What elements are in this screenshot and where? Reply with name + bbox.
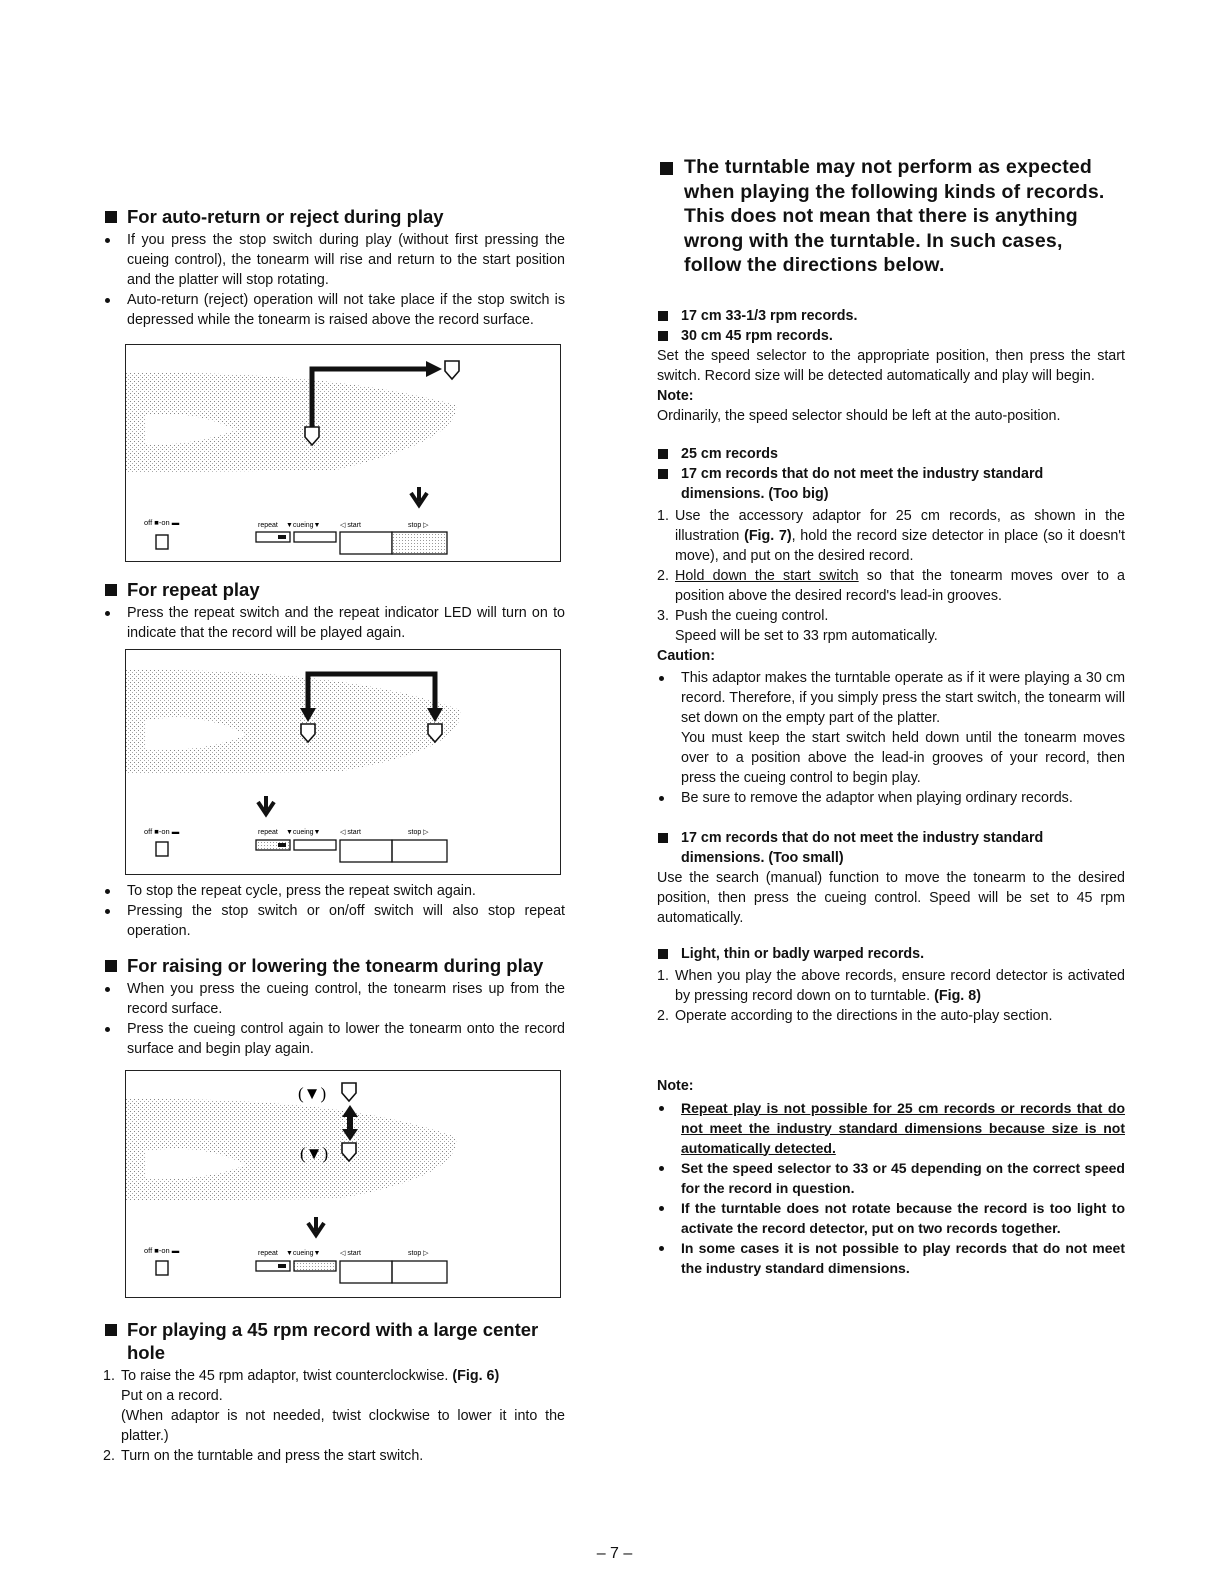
cue-symbol-down: (▼)	[300, 1144, 329, 1163]
cueing-label: ▼cueing▼	[286, 522, 321, 529]
adaptor-steps	[657, 506, 1125, 646]
list-item: 1. Use the accessory adaptor for 25 cm records, as shown in the illustration (Fig. 7), hold the record size detector in place (so it doesn't move), and put on the desired record.	[657, 507, 1125, 564]
bullet-icon	[659, 796, 664, 801]
list-item: 3. Push the cueing control.	[657, 607, 829, 624]
svg-text:◁ start: ◁ start	[340, 829, 361, 836]
list-item: Set the speed selector to 33 or 45 depending on the correct speed for the record in question.	[657, 1158, 1125, 1198]
bullet-icon	[659, 1206, 664, 1211]
right-column	[657, 155, 1125, 1278]
figure-raising	[125, 1070, 561, 1298]
warped-steps	[657, 966, 1125, 1026]
bullet-icon	[105, 1027, 110, 1032]
note-label: Note:	[657, 1077, 694, 1094]
auto-return-list	[103, 230, 565, 330]
list-item: To stop the repeat cycle, press the repeat switch again.	[103, 881, 565, 901]
svg-text:off ■-on ▬: off ■-on ▬	[144, 827, 180, 836]
heading-raising: For raising or lowering the tonearm during play	[103, 954, 565, 977]
power-switch	[156, 535, 168, 549]
bullet-icon	[659, 1106, 664, 1111]
square-bullet-icon	[658, 311, 668, 321]
svg-text:stop ▷: stop ▷	[408, 1250, 429, 1257]
list-item: In some cases it is not possible to play records that do not meet the industry standard dimensions.	[657, 1238, 1125, 1278]
square-bullet-icon	[105, 960, 117, 972]
square-bullet-icon	[105, 1324, 117, 1336]
square-bullet-icon	[658, 949, 668, 959]
svg-text:▼cueing▼: ▼cueing▼	[286, 1250, 321, 1257]
heading-repeat: For repeat play	[103, 578, 565, 601]
heading-large-hole: For playing a 45 rpm record with a large center hole	[103, 1318, 565, 1364]
repeat-list	[103, 603, 565, 643]
list-item: 2. Turn on the turntable and press the start switch.	[103, 1448, 424, 1464]
stop-label: stop ▷	[408, 522, 429, 529]
list-item: Press the repeat switch and the repeat indicator LED will turn on to indicate that the record will be played again.	[103, 603, 565, 643]
square-bullet-icon	[105, 211, 117, 223]
list-item: Press the cueing control again to lower the tonearm onto the record surface and begin play again.	[103, 1019, 565, 1059]
subheading: 17 cm records that do not meet the industry standard dimensions. (Too small)	[657, 828, 1125, 868]
list-item: (When adaptor is not needed, twist clockwise to lower it into the platter.)	[121, 1408, 565, 1444]
svg-text:off ■-on ▬: off ■-on ▬	[144, 1246, 180, 1255]
list-item: This adaptor makes the turntable operate as if it were playing a 30 cm record. Therefore, if you simply press the start switch, the tonearm will set down on the empty part of the platter.	[657, 668, 1125, 728]
square-bullet-icon	[660, 162, 673, 175]
repeat-label: repeat	[258, 522, 278, 529]
subheading: 30 cm 45 rpm records.	[657, 326, 1125, 346]
heading-auto-return: For auto-return or reject during play	[103, 205, 565, 228]
large-hole-steps	[103, 1366, 565, 1466]
start-label: ◁ start	[340, 522, 361, 529]
figure-auto-return	[125, 344, 561, 562]
section-too-small	[657, 828, 1125, 928]
raising-list	[103, 979, 565, 1059]
square-bullet-icon	[658, 469, 668, 479]
list-item: If the turntable does not rotate because the record is too light to activate the record detector, put on two records together.	[657, 1198, 1125, 1238]
list-item: Repeat play is not possible for 25 cm records or records that do not meet the industry standard dimensions because size is not automatically detected.	[657, 1098, 1125, 1158]
list-item: 2. Hold down the start switch so that the tonearm moves over to a position above the desired record's lead-in grooves.	[657, 567, 1126, 604]
subheading: 25 cm records	[657, 444, 1125, 464]
square-bullet-icon	[105, 584, 117, 596]
bullet-icon	[105, 889, 110, 894]
svg-text:repeat: repeat	[258, 829, 278, 836]
list-item: 1. When you play the above records, ensure record detector is activated by pressing record down on to turntable. (Fig. 8)	[657, 967, 1125, 1004]
bullet-icon	[105, 611, 110, 616]
left-column	[103, 205, 565, 1466]
bullet-icon	[105, 909, 110, 914]
list-item: Put on a record.	[121, 1388, 223, 1404]
power-label: off ■-on ▬	[144, 518, 180, 527]
svg-text:◁ start: ◁ start	[340, 1250, 361, 1257]
body-text: Set the speed selector to the appropriate position, then press the start switch. Record size will be detected automatically and play will begin.	[657, 347, 1125, 384]
bullet-icon	[105, 987, 110, 992]
final-note-list	[657, 1098, 1125, 1278]
list-item: If you press the stop switch during play (without first pressing the cueing control), the tonearm will rise and return to the start position and the platter will stop rotating.	[103, 230, 565, 290]
square-bullet-icon	[658, 449, 668, 459]
bullet-icon	[659, 676, 664, 681]
list-item: Auto-return (reject) operation will not take place if the stop switch is depressed while the tonearm is raised above the record surface.	[103, 290, 565, 330]
list-item: 1. To raise the 45 rpm adaptor, twist counterclockwise. (Fig. 6)	[103, 1368, 500, 1384]
page-number: – 7 –	[596, 1545, 633, 1562]
list-item: Speed will be set to 33 rpm automatically.	[675, 627, 938, 644]
caution-list	[657, 668, 1125, 808]
svg-text:stop ▷: stop ▷	[408, 829, 429, 836]
subheading: 17 cm 33-1/3 rpm records.	[657, 306, 1125, 326]
section-25cm	[657, 444, 1125, 808]
list-item: Be sure to remove the adaptor when playing ordinary records.	[657, 788, 1125, 808]
bullet-icon	[105, 238, 110, 243]
caution-label: Caution:	[657, 647, 715, 664]
figure-repeat	[125, 649, 561, 875]
square-bullet-icon	[658, 833, 668, 843]
subheading: Light, thin or badly warped records.	[657, 944, 1125, 964]
bullet-icon	[659, 1246, 664, 1251]
svg-text:repeat: repeat	[258, 1250, 278, 1257]
body-text: Use the search (manual) function to move the tonearm to the desired position, then press the cueing control. Speed will be set to 45 rpm automatically.	[657, 869, 1125, 926]
svg-text:▼cueing▼: ▼cueing▼	[286, 829, 321, 836]
subheading: 17 cm records that do not meet the industry standard dimensions. (Too big)	[657, 464, 1125, 504]
square-bullet-icon	[658, 331, 668, 341]
list-item: When you press the cueing control, the tonearm rises up from the record surface.	[103, 979, 565, 1019]
section-warped	[657, 944, 1125, 1026]
repeat-after-list	[103, 881, 565, 941]
section-speed	[657, 306, 1125, 426]
note-label: Note:	[657, 387, 694, 404]
bullet-icon	[659, 1166, 664, 1171]
list-item: You must keep the start switch held down until the tonearm moves over to a position above the lead-in grooves of your record, then press the cueing control to begin play.	[681, 729, 1125, 786]
cue-symbol-up: (▼)	[298, 1084, 327, 1103]
note-text: Ordinarily, the speed selector should be left at the auto-position.	[657, 407, 1061, 424]
bullet-icon	[105, 298, 110, 303]
list-item: 2. Operate according to the directions in the auto-play section.	[657, 1007, 1053, 1024]
list-item: Pressing the stop switch or on/off switch will also stop repeat operation.	[103, 901, 565, 941]
intro-heading: The turntable may not perform as expected when playing the following kinds of records. This does not mean that there is anything wrong with the turntable. In such cases, follow the directions below.	[657, 155, 1125, 278]
section-final-note	[657, 1076, 1125, 1278]
